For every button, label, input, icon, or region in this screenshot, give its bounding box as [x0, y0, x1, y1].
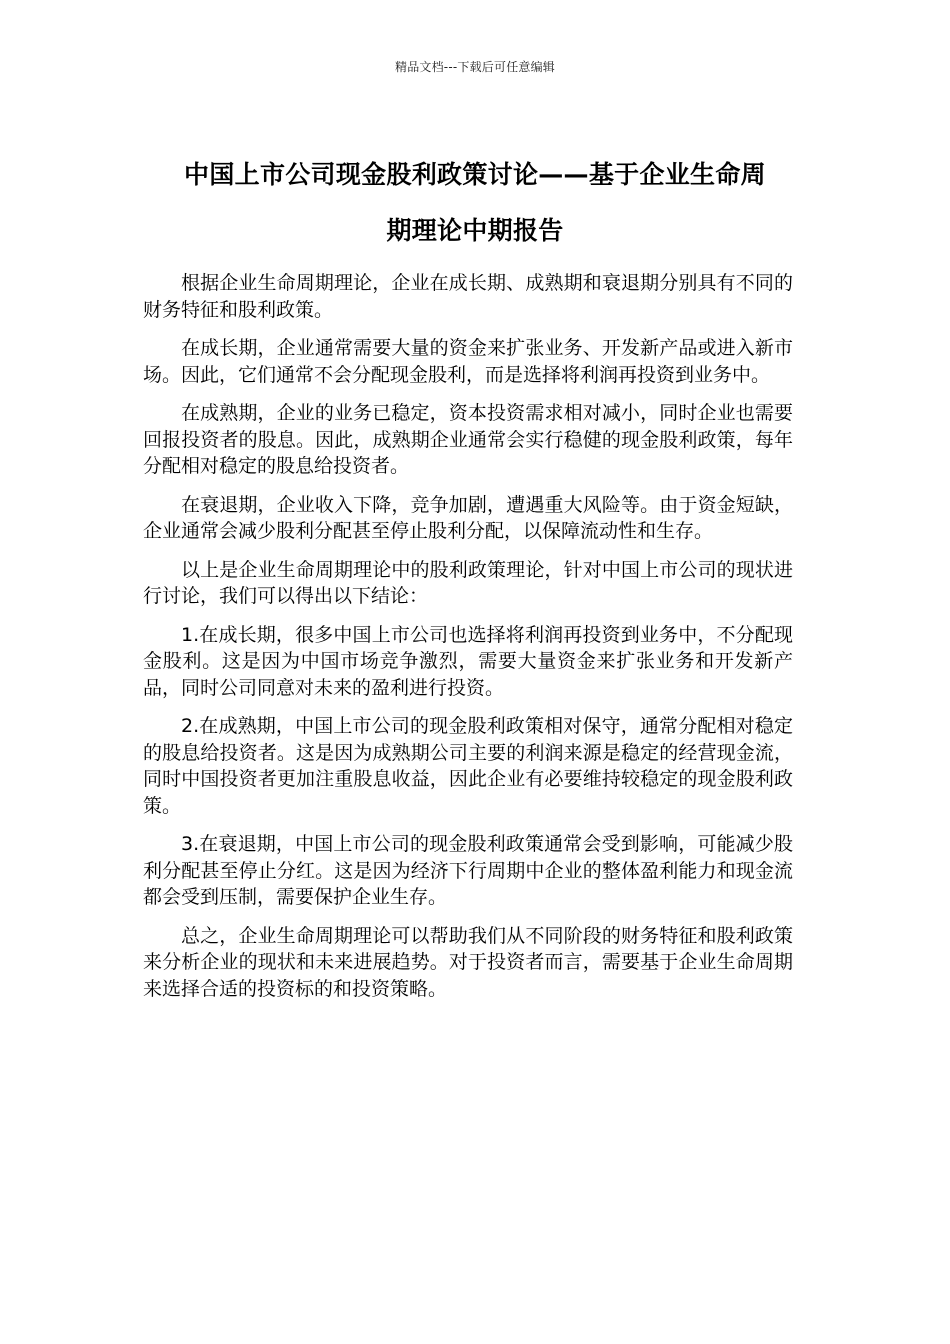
title-line-1: 中国上市公司现金股利政策讨论——基于企业生命周 [184, 159, 766, 189]
paragraph-growth-stage: 在成长期，企业通常需要大量的资金来扩张业务、开发新产品或进入新市场。因此，它们通常不会分配现金股利，而是选择将利润再投资到业务中。 [143, 337, 793, 386]
paragraph-conclusion-1: 1.在成长期，很多中国上市公司也选择将利润再投资到业务中，不分配现金股利。这是因为中国市场竞争激烈，需要大量资金来扩张业务和开发新产品，同时公司同意对未来的盈利进行投资。 [143, 623, 793, 699]
header-note: 精品文档---下载后可任意编辑 [395, 60, 555, 74]
paragraph-transition: 以上是企业生命周期理论中的股利政策理论，针对中国上市公司的现状进行讨论，我们可以得出以下结论： [143, 558, 793, 607]
paragraph-conclusion-3: 3.在衰退期，中国上市公司的现金股利政策通常会受到影响，可能减少股利分配甚至停止分红。这是因为经济下行周期中企业的整体盈利能力和现金流都会受到压制，需要保护企业生存。 [143, 833, 793, 908]
document-body [143, 270, 793, 1014]
paragraph-summary: 总之，企业生命周期理论可以帮助我们从不同阶段的财务特征和股利政策来分析企业的现状和未来进展趋势。对于投资者而言，需要基于企业生命周期来选择合适的投资标的和投资策略。 [143, 924, 793, 1000]
paragraph-conclusion-2: 2.在成熟期，中国上市公司的现金股利政策相对保守，通常分配相对稳定的股息给投资者。这是因为成熟期公司主要的利润来源是稳定的经营现金流，同时中国投资者更加注重股息收益，因此企业有必要维持较稳定的现金股利政策。 [143, 715, 793, 817]
title-line-2: 期理论中期报告 [386, 215, 564, 245]
paragraph-decline-stage: 在衰退期，企业收入下降，竞争加剧，遭遇重大风险等。由于资金短缺，企业通常会减少股利分配甚至停止股利分配，以保障流动性和生存。 [143, 493, 793, 542]
paragraph-maturity-stage: 在成熟期，企业的业务已稳定，资本投资需求相对减小，同时企业也需要回报投资者的股息。因此，成熟期企业通常会实行稳健的现金股利政策，每年分配相对稳定的股息给投资者。 [143, 402, 793, 477]
document-title [140, 147, 810, 259]
paragraph-intro: 根据企业生命周期理论，企业在成长期、成熟期和衰退期分别具有不同的财务特征和股利政策。 [143, 272, 793, 321]
